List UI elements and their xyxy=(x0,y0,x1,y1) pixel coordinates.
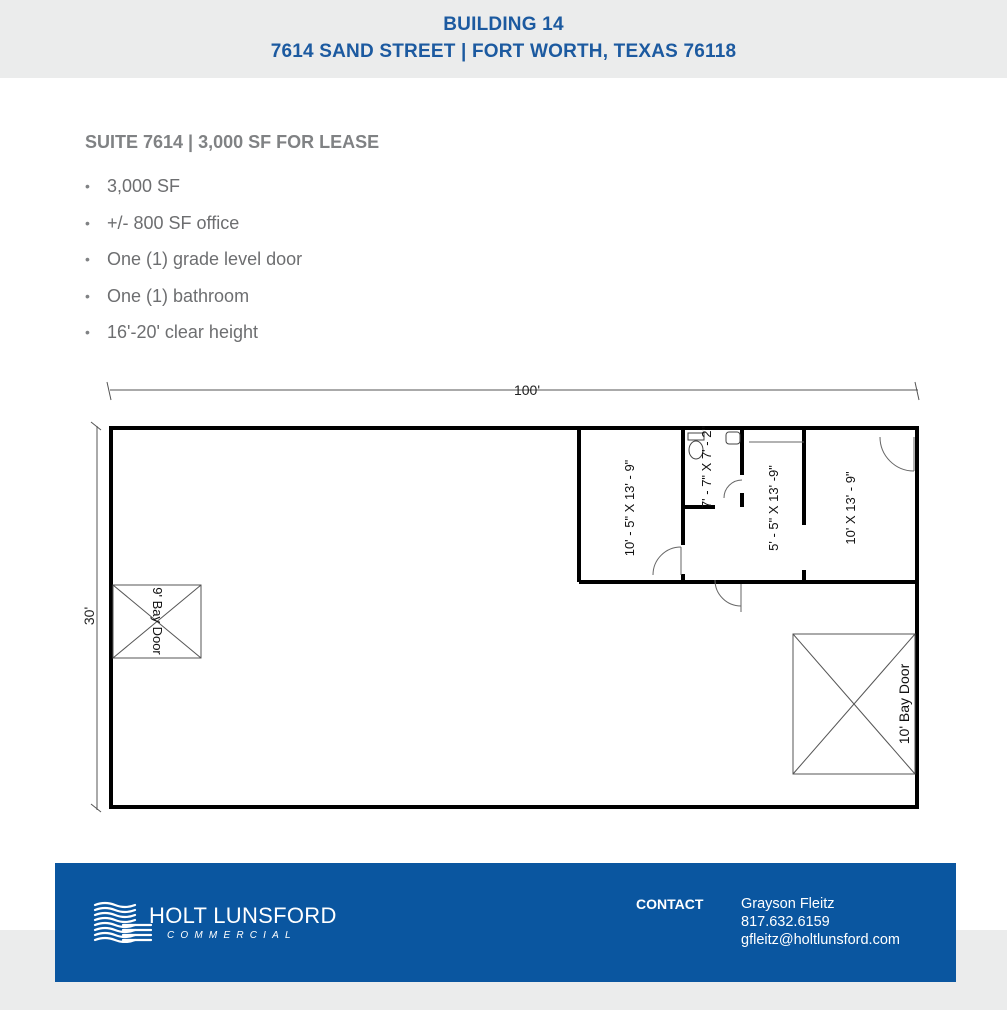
contact-email[interactable]: gfleitz@holtlunsford.com xyxy=(741,932,900,948)
feature-item xyxy=(85,175,302,212)
depth-label: 30' xyxy=(81,606,97,626)
room-4-size: 10' X 13' - 9" xyxy=(843,471,858,545)
header-band xyxy=(0,0,1007,78)
suite-title: SUITE 7614 | 3,000 SF FOR LEASE xyxy=(85,132,380,152)
building-address: 7614 SAND STREET | FORT WORTH, TEXAS 76118 xyxy=(270,41,737,62)
bullet-icon: • xyxy=(85,178,90,194)
feature-list xyxy=(85,175,302,358)
bullet-icon: • xyxy=(85,251,90,267)
feature-text: One (1) grade level door xyxy=(107,249,303,269)
feature-text: +/- 800 SF office xyxy=(107,212,240,233)
feature-item xyxy=(85,212,302,249)
bay-door-9-label: 9' Bay Door xyxy=(150,587,165,655)
brand-name: HOLT LUNSFORD xyxy=(149,903,337,928)
sink-icon xyxy=(726,432,740,444)
bullet-icon: • xyxy=(85,214,90,231)
contact-label: CONTACT xyxy=(636,896,704,912)
room-1-size: 10' - 5" X 13' - 9" xyxy=(622,459,637,557)
building-title: BUILDING 14 xyxy=(443,14,564,35)
exterior-wall xyxy=(111,425,917,807)
contact-phone[interactable]: 817.632.6159 xyxy=(741,914,830,930)
feature-text: 3,000 SF xyxy=(107,176,181,196)
brand-subtitle: COMMERCIAL xyxy=(167,930,297,941)
room-3-size: 5' - 5" X 13' -9" xyxy=(766,465,781,551)
feature-item xyxy=(85,248,302,285)
width-label: 100' xyxy=(513,382,541,398)
holt-lunsford-logo-icon xyxy=(93,899,153,943)
feature-text: One (1) bathroom xyxy=(107,285,250,306)
floor-plan xyxy=(80,370,930,820)
room-2-size: 7' - 7" X 7' - 2" xyxy=(699,425,714,509)
contact-info xyxy=(741,895,900,949)
bay-door-10-label: 10' Bay Door xyxy=(896,663,912,745)
feature-item xyxy=(85,285,302,322)
door-swings xyxy=(653,437,914,612)
bullet-icon: • xyxy=(85,287,90,304)
feature-item xyxy=(85,321,302,358)
contact-name: Grayson Fleitz xyxy=(741,896,835,912)
feature-text: 16'-20' clear height xyxy=(107,322,258,342)
footer xyxy=(55,863,956,982)
bullet-icon: • xyxy=(85,324,90,340)
